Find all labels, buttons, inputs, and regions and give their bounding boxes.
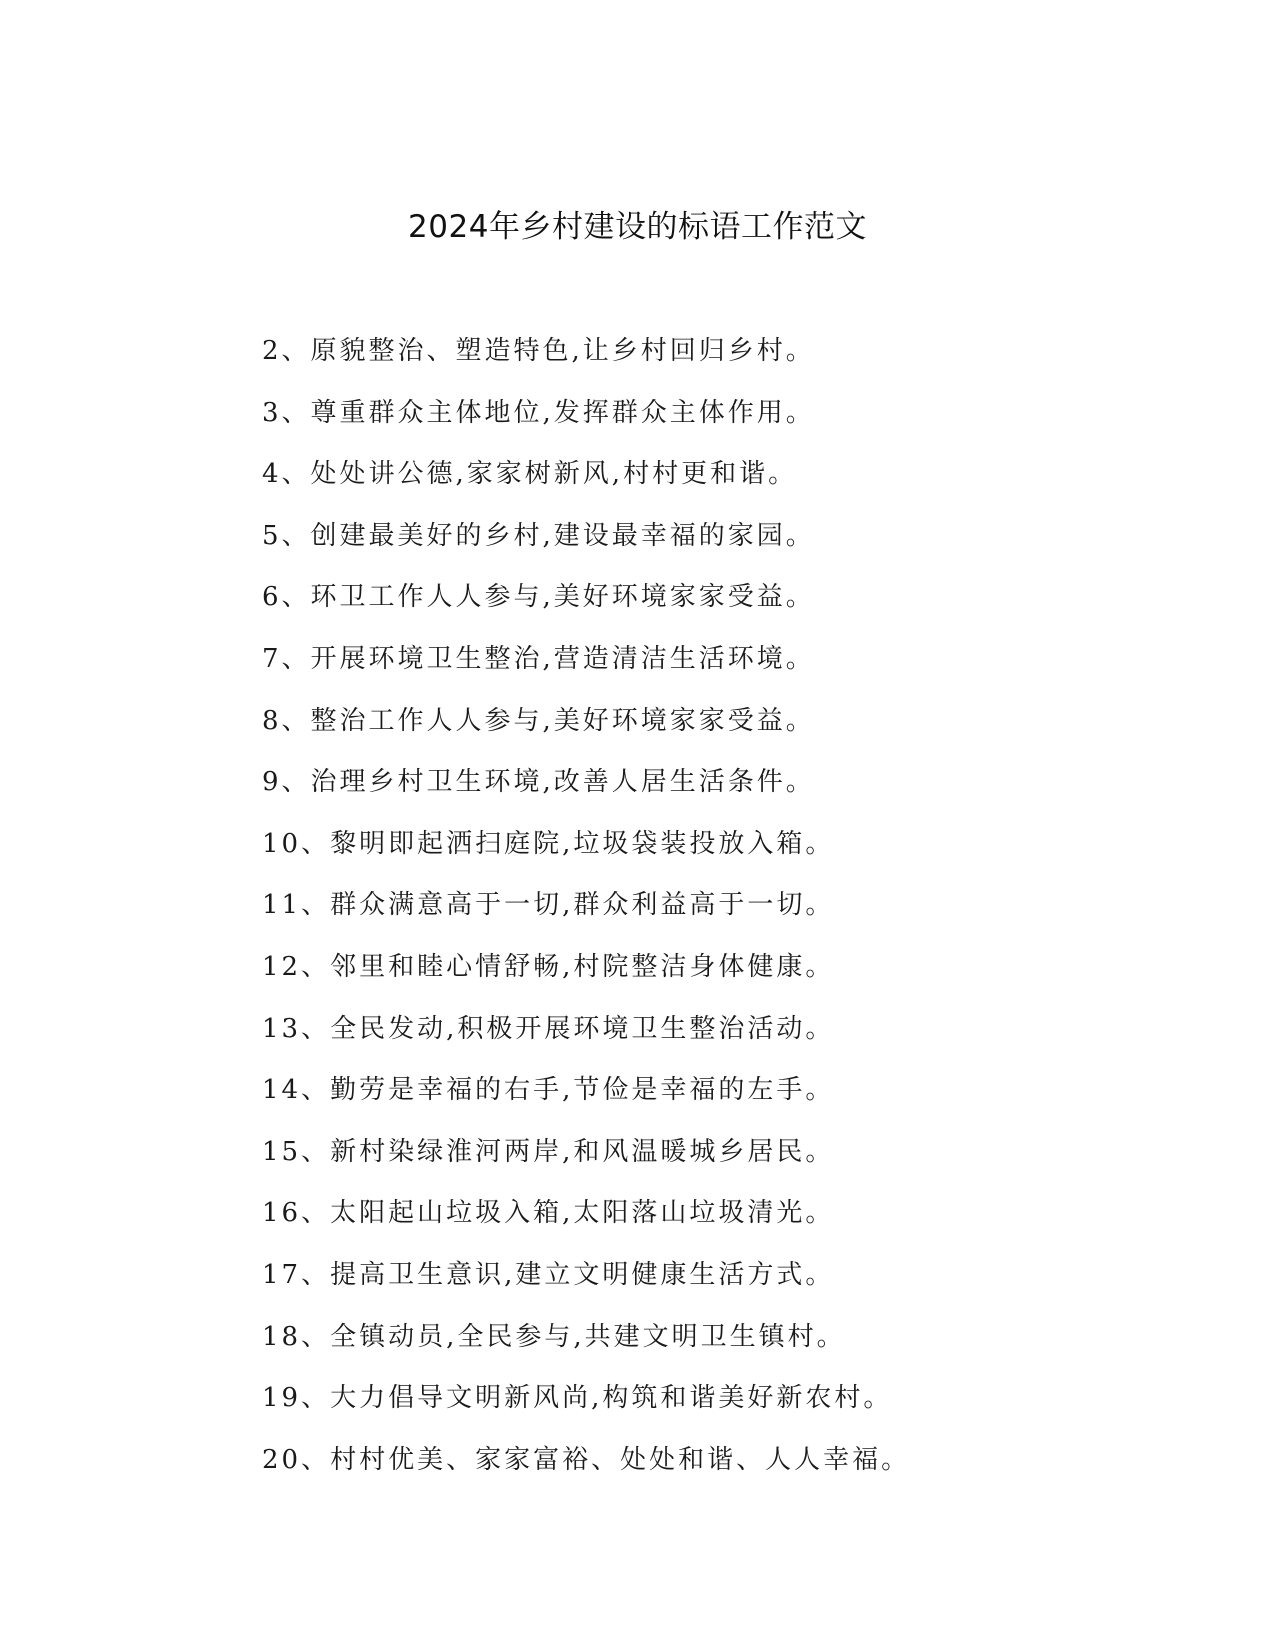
slogan-item: 18、全镇动员,全民参与,共建文明卫生镇村。 bbox=[262, 1321, 846, 1352]
slogan-item: 3、尊重群众主体地位,发挥群众主体作用。 bbox=[262, 397, 815, 428]
slogan-item: 4、处处讲公德,家家树新风,村村更和谐。 bbox=[262, 459, 798, 490]
slogan-item: 9、治理乡村卫生环境,改善人居生活条件。 bbox=[262, 767, 815, 798]
slogan-item: 6、环卫工作人人参与,美好环境家家受益。 bbox=[262, 582, 815, 613]
slogan-list bbox=[262, 331, 1222, 1501]
slogan-item: 16、太阳起山垃圾入箱,太阳落山垃圾清光。 bbox=[262, 1198, 835, 1229]
document-title: 2024年乡村建设的标语工作范文 bbox=[408, 209, 867, 245]
slogan-item: 5、创建最美好的乡村,建设最幸福的家园。 bbox=[262, 520, 815, 551]
slogan-item: 14、勤劳是幸福的右手,节俭是幸福的左手。 bbox=[262, 1075, 835, 1106]
slogan-item: 2、原貌整治、塑造特色,让乡村回归乡村。 bbox=[262, 336, 815, 366]
slogan-item: 11、群众满意高于一切,群众利益高于一切。 bbox=[262, 890, 835, 921]
slogan-item: 10、黎明即起洒扫庭院,垃圾袋装投放入箱。 bbox=[262, 828, 835, 859]
slogan-item: 19、大力倡导文明新风尚,构筑和谐美好新农村。 bbox=[262, 1383, 893, 1414]
slogan-item: 17、提高卫生意识,建立文明健康生活方式。 bbox=[262, 1259, 835, 1290]
slogan-item: 15、新村染绿淮河两岸,和风温暖城乡居民。 bbox=[262, 1136, 835, 1167]
slogan-item: 12、邻里和睦心情舒畅,村院整洁身体健康。 bbox=[262, 951, 835, 982]
slogan-item: 8、整治工作人人参与,美好环境家家受益。 bbox=[262, 705, 815, 736]
slogan-item: 20、村村优美、家家富裕、处处和谐、人人幸福。 bbox=[262, 1444, 911, 1475]
slogan-item: 7、开展环境卫生整治,营造清洁生活环境。 bbox=[262, 643, 815, 674]
slogan-item: 13、全民发动,积极开展环境卫生整治活动。 bbox=[262, 1013, 835, 1044]
